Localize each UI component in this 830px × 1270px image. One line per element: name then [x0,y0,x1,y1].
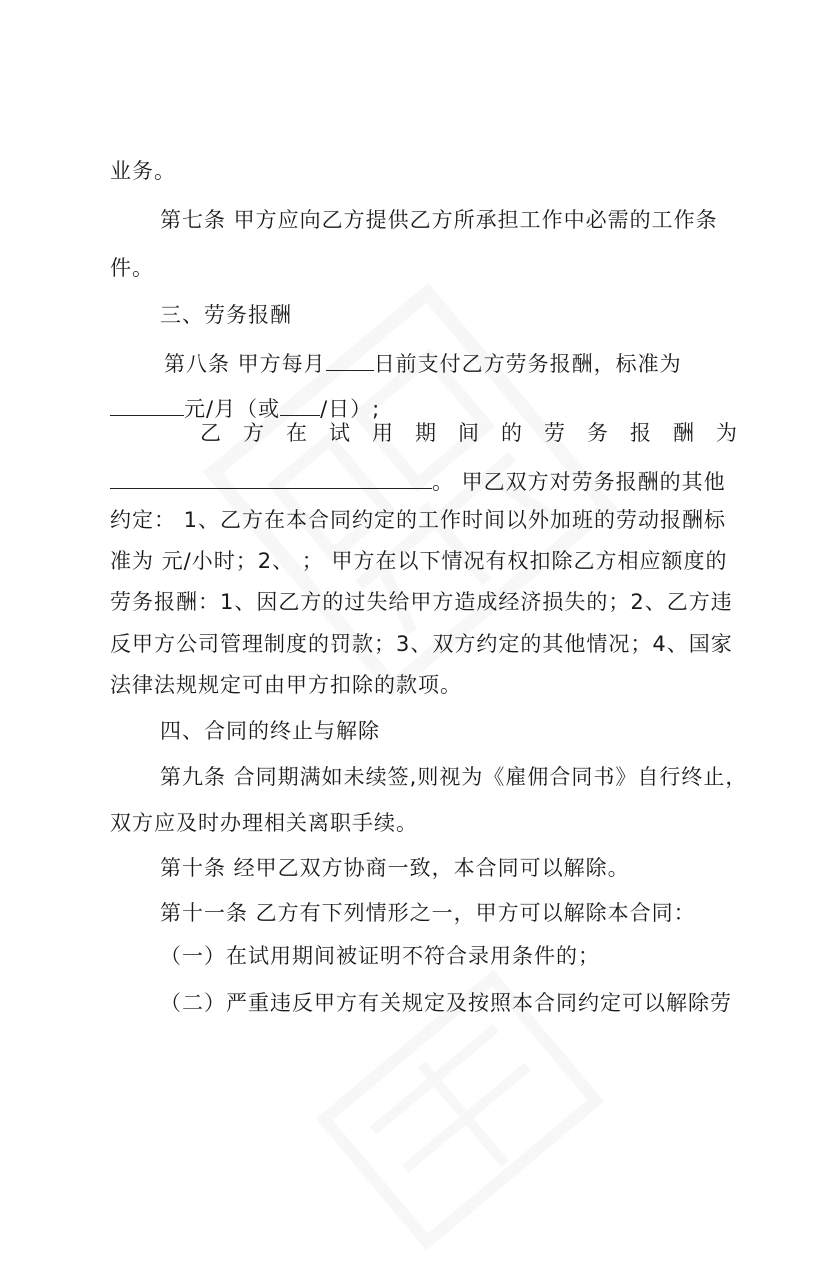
article-7-line-2: 件。 [110,256,154,280]
pay-terms-line-5: 法律法规规定可由甲方扣除的款项。 [110,673,462,697]
blank-probation-pay[interactable] [110,466,432,489]
probation-pay-line-2 [110,466,726,497]
article-11-item-1: （一）在试用期间被证明不符合录用条件的； [160,944,600,968]
char: 为 [716,421,738,445]
article-8-unit-a: 元/月（或 [184,397,281,421]
section-heading-3: 三、劳务报酬 [160,303,292,327]
char: 酬 [673,421,695,445]
char: 期 [415,421,437,445]
article-11-item-2: （二）严重违反甲方有关规定及按照本合同约定可以解除劳 [160,991,732,1015]
blank-daily-amount[interactable] [280,393,320,416]
char: 间 [458,421,480,445]
blank-pay-day[interactable] [326,348,374,371]
pay-terms-line-3: 劳务报酬：1、因乙方的过失给甲方造成经济损失的；2、乙方违 [110,590,733,614]
blank-monthly-amount[interactable] [110,393,184,416]
char: 报 [630,421,652,445]
char: 务 [587,421,609,445]
section-heading-4: 四、合同的终止与解除 [160,719,380,743]
char: 用 [372,421,394,445]
other-pay-terms-intro: 。 甲乙双方对劳务报酬的其他 [432,470,726,494]
pay-terms-line-4: 反甲方公司管理制度的罚款；3、双方约定的其他情况；4、国家 [110,632,733,656]
article-9-line-2: 双方应及时办理相关离职手续。 [110,811,418,835]
char: 试 [329,421,351,445]
char: 的 [501,421,523,445]
article-9-line-1: 第九条 合同期满如未续签,则视为《雇佣合同书》自行终止， [160,765,748,789]
article-7-line-1: 第七条 甲方应向乙方提供乙方所承担工作中必需的工作条 [160,208,718,232]
article-8-line-1 [164,348,682,379]
article-8-text-a: 第八条 甲方每月 [164,352,326,376]
char: 在 [286,421,308,445]
paragraph-continuation: 业务。 [110,159,176,183]
char: 方 [243,421,265,445]
article-8-unit-b: /日）; [320,397,381,421]
pay-terms-line-2: 准为 元/小时；2、 ； 甲方在以下情况有权扣除乙方相应额度的 [110,549,728,573]
article-8-text-b: 日前支付乙方劳务报酬，标准为 [373,352,682,376]
article-11: 第十一条 乙方有下列情形之一，甲方可以解除本合同： [160,901,696,925]
article-10: 第十条 经甲乙双方协商一致，本合同可以解除。 [160,856,630,880]
char: 劳 [544,421,566,445]
char: 乙 [200,421,222,445]
pay-terms-line-1: 约定： 1、乙方在本合同约定的工作时间以外加班的劳动报酬标 [110,508,727,532]
